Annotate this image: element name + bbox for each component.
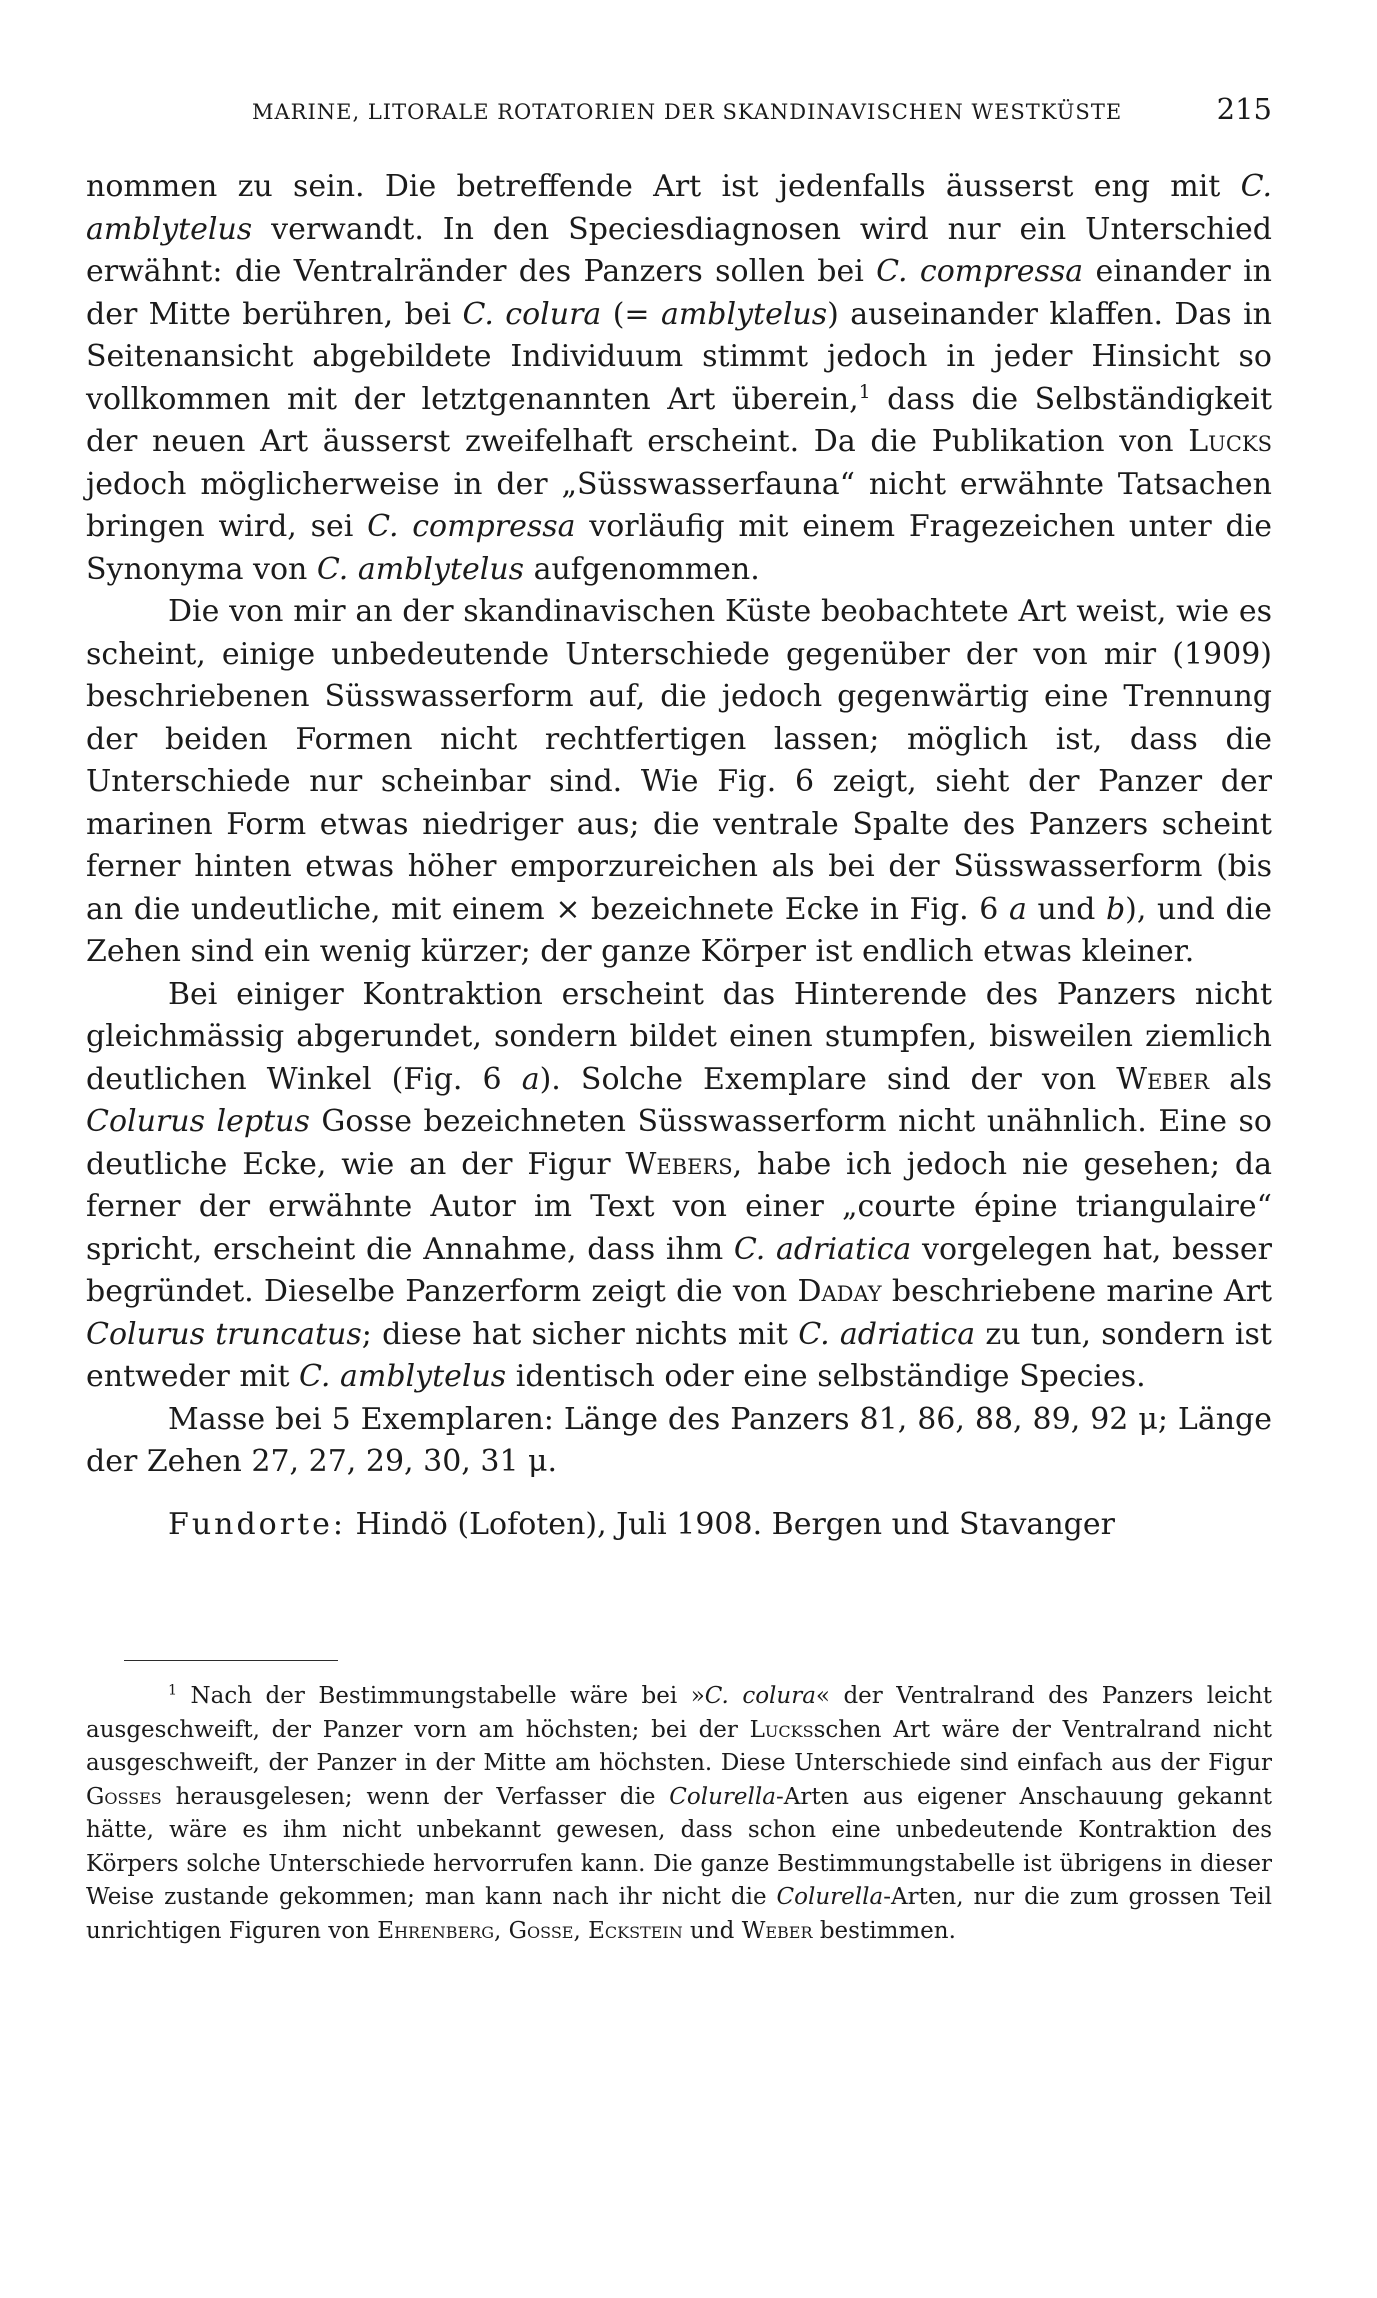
footnote-number: 1 [168,1682,178,1699]
paragraph-localities: Fundorte: Hindö (Lofoten), Juli 1908. Bergen und Stavanger [168,1506,1115,1542]
main-text [86,166,1272,1546]
author-name: Lucks [749,1716,814,1743]
author-name: Gosse [508,1917,574,1944]
author-name: Weber [741,1917,813,1944]
figure-label: a [521,1061,540,1097]
species-name: Colurus leptus [86,1104,310,1139]
footnote-marker: 1 [858,381,871,403]
figure-label: b [1105,891,1126,927]
species-name: C. adriatica [798,1316,976,1352]
species-name: C. compressa [367,509,576,544]
author-name: Weber [1116,1061,1210,1097]
paragraph-measurements: Masse bei 5 Exemplaren: Länge des Panzers 81, 86, 88, 89, 92 μ; Länge der Zehen 27, 27, 29, 30, 31 μ. [86,1401,1272,1479]
running-header [252,92,1272,132]
author-name: Gosses [86,1783,162,1810]
paragraph-1: nommen zu sein. Die betreffende Art ist jedenfalls äusserst eng mit C. amblytelus verwandt. In den Speciesdiagnosen wird nur ein Unterschied erwähnt: die Ventralränder des Panzers sollen bei C. compressa einander in der Mitte berühren, bei C. colura (= amblytelus) auseinander klaffen. Das in Seitenansicht abgebildete Individuum stimmt jedoch in jeder Hinsicht so vollkommen mit der letztgenannten Art überein,$^1$ dass die Selbständigkeit der neuen Art äusserst zweifelhaft erscheint. Da die Publikation von Lucks jedoch möglicherweise in der „Süsswasserfauna“ nicht erwähnte Tatsachen bringen wird, sei C. compressa vorläufig mit einem Fragezeichen unter die Synonyma von C. amblytelus aufgenommen. [86,169,1273,587]
author-name: Eckstein [588,1917,683,1944]
author-name: Ehrenberg [377,1917,495,1944]
species-name: C. amblytelus [86,169,1272,247]
species-name: amblytelus [660,296,828,332]
page-number: 215 [1216,92,1272,126]
footnote-text: $^1$ Nach der Bestimmungstabelle wäre bei »C. colura« der Ventralrand des Panzers leicht ausgeschweift, der Panzer vorn am höchsten; bei der Lucksschen Art wäre der Ventralrand nicht ausgeschweift, der Panzer in der Mitte am höchsten. Diese Unterschiede sind einfach aus der Figur Gosses herausgelesen; wenn der Verfasser die Colurella-Arten aus eigener Anschauung gekannt hätte, wäre es ihm nicht unbekannt gewesen, dass schon eine unbedeutende Kontraktion des Körpers solche Unterschiede hervorrufen kann. Die ganze Bestimmungstabelle ist übrigens in dieser Weise zustande gekommen; man kann nach ihr nicht die Colurella-Arten, nur die zum grossen Teil unrichtigen Figuren von Ehrenberg, Gosse, Eckstein und Weber bestimmen. [86,1682,1273,1944]
species-name: C. colura [704,1683,816,1709]
paragraph-3: Bei einiger Kontraktion erscheint das Hinterende des Panzers nicht gleichmässig abgerundet, sondern bildet einen stumpfen, bisweilen ziemlich deutlichen Winkel (Fig. 6 a). Solche Exemplare sind der von Weber als Colurus leptus Gosse bezeichneten Süsswasserform nicht unähnlich. Eine so deutliche Ecke, wie an der Figur Webers, habe ich jedoch nie gesehen; da ferner der erwähnte Autor im Text von einer „courte épine triangulaire“ spricht, erscheint die Annahme, dass ihm C. adriatica vorgelegen hat, besser begründet. Dieselbe Panzerform zeigt die von Daday beschriebene marine Art Colurus truncatus; diese hat sicher nichts mit C. adriatica zu tun, sondern ist entweder mit C. amblytelus identisch oder eine selbständige Species. [86,976,1273,1394]
footnote-divider [124,1660,338,1661]
author-name: Webers [625,1146,733,1182]
species-name: C. amblytelus [316,551,525,587]
footnote [86,1680,1272,1948]
genus-name: Colurella [776,1884,884,1910]
species-name: C. compressa [876,254,1084,289]
paragraph-2: Die von mir an der skandinavischen Küste beobachtete Art weist, wie es scheint, einige unbedeutende Unterschiede gegenüber der von mir (1909) beschriebenen Süsswasserform auf, die jedoch gegenwärtig eine Trennung der beiden Formen nicht rechtfertigen lassen; möglich ist, dass die Unterschiede nur scheinbar sind. Wie Fig. 6 zeigt, sieht der Panzer der marinen Form etwas niedriger aus; die ventrale Spalte des Panzers scheint ferner hinten etwas höher emporzureichen als bei der Süsswasserform (bis an die undeutliche, mit einem × bezeichnete Ecke in Fig. 6 a und b), und die Zehen sind ein wenig kürzer; der ganze Körper ist endlich etwas kleiner. [86,594,1273,969]
author-name: Lucks [1188,424,1272,459]
species-name: C. amblytelus [299,1359,507,1394]
species-name: C. colura [462,296,602,332]
species-name: C. adriatica [733,1231,912,1267]
localities-label: Fundorte: [168,1506,346,1542]
author-name: Daday [797,1274,882,1309]
genus-name: Colurella [669,1783,776,1810]
running-title: MARINE, LITORALE ROTATORIEN DER SKANDINAVISCHEN WESTKÜSTE [252,100,1123,124]
figure-label: a [1008,891,1027,927]
species-name: Colurus truncatus [86,1316,362,1352]
